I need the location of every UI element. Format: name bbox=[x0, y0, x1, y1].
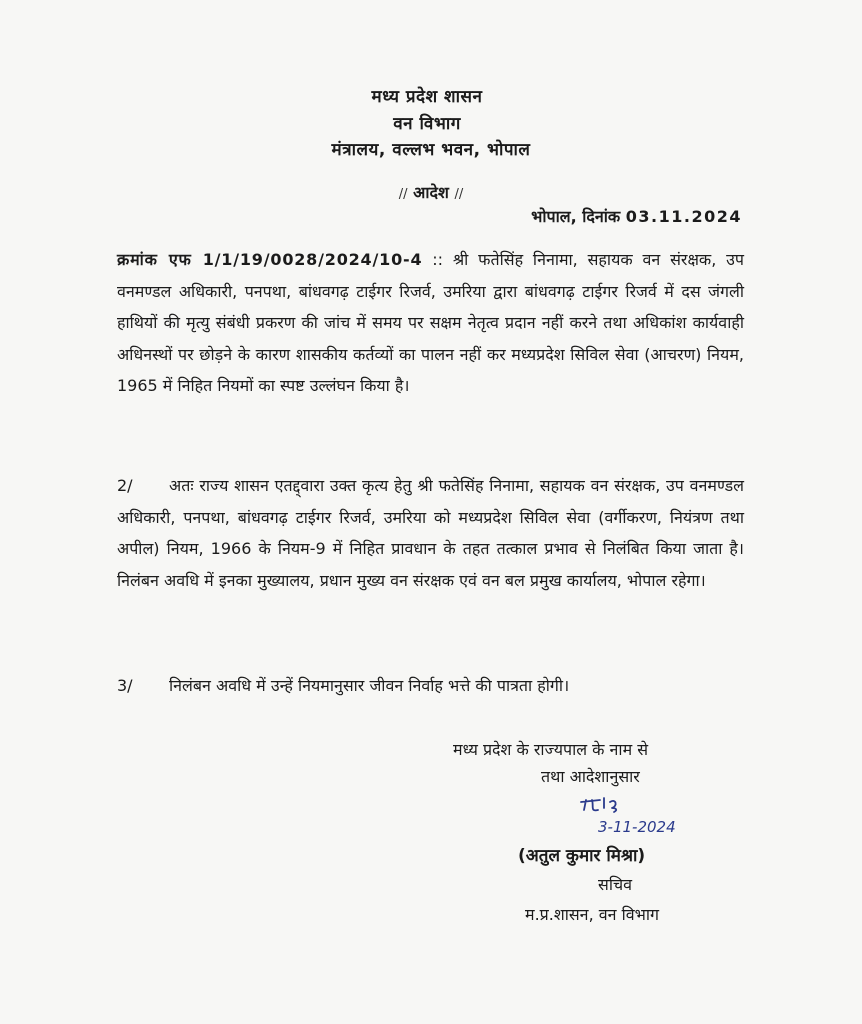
title-slash-right: // bbox=[454, 187, 464, 202]
signatory-office: म.प्र.शासन, वन विभाग bbox=[525, 905, 660, 924]
paragraph-3 bbox=[117, 670, 744, 702]
paragraph-1-text: :: श्री फतेसिंह निनामा, सहायक वन संरक्षक, उप वनमण्डल अधिकारी, पनपथा, बांधवगढ़ टाईगर रिजर्व, उमरिया द्वारा बांधवगढ़ टाईगर रिजर्व में दस जंगली हाथियों की मृत्यु संबंधी प्रकरण की जांच में समय पर सक्षम नेतृत्व प्रदान नहीं करने तथा अधिकांश कार्यवाही अधिनस्थों पर छोड़ने के कारण शासकीय कर्तव्यों का पालन नहीं कर मध्यप्रदेश सिविल सेवा (आचरण) नियम, 1965 में निहित नियमों का स्पष्ट उल्लंघन किया है। bbox=[117, 250, 745, 395]
header-department: वन विभाग bbox=[393, 114, 461, 134]
signature-authority-line: मध्य प्रदेश के राज्यपाल के नाम से bbox=[453, 740, 649, 759]
paragraph-2-text: अतः राज्य शासन एतद्द्वारा उक्त कृत्य हेतु श्री फतेसिंह निनामा, सहायक वन संरक्षक, उप वनमण्डल अधिकारी, पनपथा, बांधवगढ़ टाईगर रिजर्व, उमरिया को मध्यप्रदेश सिविल सेवा (वर्गीकरण, नियंत्रण तथा अपील) नियम, 1966 के नियम-9 में निहित प्रावधान के तहत तत्काल प्रभाव से निलंबित किया जाता है। निलंबन अवधि में इनका मुख्यालय, प्रधान मुख्य वन संरक्षक एवं वन बल प्रमुख कार्यालय, भोपाल रहेगा। bbox=[117, 476, 744, 590]
order-title bbox=[0, 181, 862, 203]
header-government: मध्य प्रदेश शासन bbox=[371, 87, 483, 107]
date-prefix: भोपाल, दिनांक bbox=[531, 207, 621, 226]
header-address: मंत्रालय, वल्लभ भवन, भोपाल bbox=[331, 140, 531, 160]
handwritten-date: 3-11-2024 bbox=[598, 818, 676, 836]
paragraph-3-number: 3/ bbox=[117, 676, 133, 695]
paragraph-1 bbox=[117, 244, 744, 402]
title-text: आदेश bbox=[413, 183, 449, 202]
signatory-name: (अतुल कुमार मिश्रा) bbox=[518, 846, 646, 866]
signature-order-line: तथा आदेशानुसार bbox=[541, 767, 640, 786]
title-slash-left: // bbox=[398, 187, 408, 202]
paragraph-3-text: निलंबन अवधि में उन्हें नियमानुसार जीवन निर्वाह भत्ते की पात्रता होगी। bbox=[169, 676, 570, 695]
order-date: 03.11.2024 bbox=[625, 207, 742, 226]
handwritten-signature bbox=[578, 788, 718, 840]
reference-number: क्रमांक एफ 1/1/19/0028/2024/10-4 bbox=[117, 250, 423, 269]
paragraph-2 bbox=[117, 470, 744, 596]
signatory-designation: सचिव bbox=[598, 875, 633, 894]
paragraph-2-number: 2/ bbox=[117, 476, 133, 495]
order-date-line bbox=[531, 205, 742, 227]
